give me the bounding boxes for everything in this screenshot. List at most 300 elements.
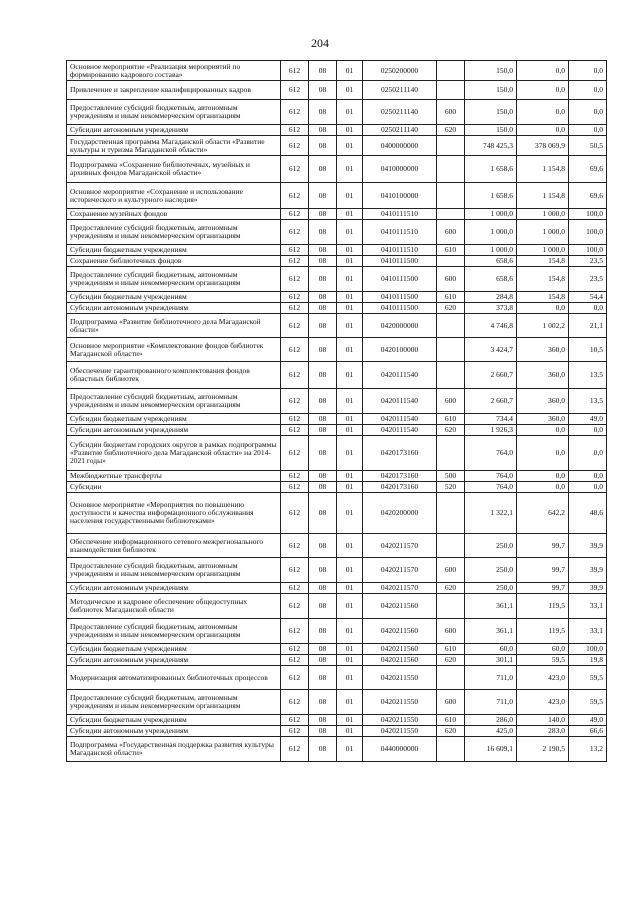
table-row <box>67 81 607 100</box>
row-subsection-code: 01 <box>337 156 363 183</box>
row-section-code: 08 <box>309 666 337 690</box>
row-execution-percent: 10,5 <box>569 338 607 362</box>
row-section-code: 08 <box>309 715 337 726</box>
row-planned-amount: 301,1 <box>465 655 517 666</box>
table-row <box>67 338 607 362</box>
row-executed-amount: 0,0 <box>517 471 569 482</box>
table-row <box>67 245 607 256</box>
row-subsection-code: 01 <box>337 183 363 209</box>
table-row <box>67 471 607 482</box>
row-expense-type: 600 <box>437 100 465 125</box>
row-executed-amount: 360,0 <box>517 362 569 389</box>
row-expense-type: 610 <box>437 245 465 256</box>
row-name: Методическое и кадровое обеспечение общедоступных библиотек Магаданской области <box>67 594 281 619</box>
row-subsection-code: 01 <box>337 389 363 414</box>
row-admin-code: 612 <box>281 314 309 338</box>
table-row <box>67 314 607 338</box>
table-row <box>67 136 607 156</box>
row-admin-code: 612 <box>281 292 309 303</box>
row-expense-type: 610 <box>437 644 465 655</box>
row-expense-type: 610 <box>437 414 465 425</box>
row-section-code: 08 <box>309 61 337 81</box>
row-name: Подпрограмма «Сохранение библиотечных, музейных и архивных фондов Магаданской области» <box>67 156 281 183</box>
row-expense-type: 500 <box>437 471 465 482</box>
table-row <box>67 209 607 220</box>
row-section-code: 08 <box>309 414 337 425</box>
row-section-code: 08 <box>309 362 337 389</box>
row-planned-amount: 250,0 <box>465 534 517 558</box>
row-target-article: 0420173160 <box>363 436 437 471</box>
row-executed-amount: 0,0 <box>517 482 569 493</box>
table-row <box>67 737 607 762</box>
row-name: Предоставление субсидий бюджетным, автономным учреждениям и иным некоммерческим организациям <box>67 389 281 414</box>
table-row <box>67 644 607 655</box>
row-section-code: 08 <box>309 644 337 655</box>
row-expense-type <box>437 436 465 471</box>
row-name: Предоставление субсидий бюджетным, автономным учреждениям и иным некоммерческим организациям <box>67 220 281 245</box>
table-row <box>67 619 607 644</box>
row-name: Субсидии автономным учреждениям <box>67 125 281 136</box>
row-planned-amount: 1 926,3 <box>465 425 517 436</box>
row-executed-amount: 154,8 <box>517 292 569 303</box>
row-subsection-code: 01 <box>337 583 363 594</box>
row-execution-percent: 54,4 <box>569 292 607 303</box>
row-executed-amount: 0,0 <box>517 303 569 314</box>
row-planned-amount: 150,0 <box>465 125 517 136</box>
row-execution-percent: 33,1 <box>569 594 607 619</box>
row-subsection-code: 01 <box>337 220 363 245</box>
table-row <box>67 534 607 558</box>
row-section-code: 08 <box>309 183 337 209</box>
row-planned-amount: 150,0 <box>465 61 517 81</box>
row-executed-amount: 99,7 <box>517 534 569 558</box>
row-execution-percent: 59,5 <box>569 690 607 715</box>
row-subsection-code: 01 <box>337 715 363 726</box>
row-section-code: 08 <box>309 534 337 558</box>
row-executed-amount: 1 154,8 <box>517 183 569 209</box>
row-execution-percent: 23,5 <box>569 256 607 267</box>
row-expense-type: 620 <box>437 726 465 737</box>
row-name: Субсидии автономным учреждениям <box>67 655 281 666</box>
row-expense-type <box>437 737 465 762</box>
row-executed-amount: 0,0 <box>517 436 569 471</box>
row-expense-type: 620 <box>437 583 465 594</box>
row-planned-amount: 658,6 <box>465 256 517 267</box>
row-section-code: 08 <box>309 100 337 125</box>
row-planned-amount: 284,8 <box>465 292 517 303</box>
table-row <box>67 726 607 737</box>
row-admin-code: 612 <box>281 267 309 292</box>
row-name: Субсидии бюджетным учреждениям <box>67 414 281 425</box>
row-subsection-code: 01 <box>337 267 363 292</box>
row-target-article: 0410111510 <box>363 245 437 256</box>
row-target-article: 0420111540 <box>363 389 437 414</box>
table-row <box>67 594 607 619</box>
row-executed-amount: 378 069,9 <box>517 136 569 156</box>
row-subsection-code: 01 <box>337 314 363 338</box>
row-admin-code: 612 <box>281 136 309 156</box>
row-name: Сохранение музейных фондов <box>67 209 281 220</box>
row-target-article: 0410111500 <box>363 292 437 303</box>
row-name: Субсидии бюджетным учреждениям <box>67 245 281 256</box>
row-admin-code: 612 <box>281 125 309 136</box>
row-subsection-code: 01 <box>337 362 363 389</box>
row-expense-type <box>437 156 465 183</box>
row-executed-amount: 0,0 <box>517 425 569 436</box>
row-execution-percent: 0,0 <box>569 436 607 471</box>
row-name: Обеспечение информационного сетевого межрегионального взаимодействия библиотек <box>67 534 281 558</box>
row-expense-type <box>437 61 465 81</box>
row-execution-percent: 0,0 <box>569 482 607 493</box>
table-row <box>67 292 607 303</box>
row-planned-amount: 748 425,3 <box>465 136 517 156</box>
row-executed-amount: 60,0 <box>517 644 569 655</box>
row-subsection-code: 01 <box>337 100 363 125</box>
row-subsection-code: 01 <box>337 245 363 256</box>
row-target-article: 0420211550 <box>363 715 437 726</box>
row-section-code: 08 <box>309 267 337 292</box>
row-admin-code: 612 <box>281 183 309 209</box>
row-admin-code: 612 <box>281 245 309 256</box>
row-admin-code: 612 <box>281 619 309 644</box>
row-admin-code: 612 <box>281 156 309 183</box>
table-row <box>67 655 607 666</box>
row-admin-code: 612 <box>281 209 309 220</box>
row-target-article: 0420211560 <box>363 644 437 655</box>
row-executed-amount: 99,7 <box>517 583 569 594</box>
row-name: Субсидии <box>67 482 281 493</box>
row-execution-percent: 0,0 <box>569 425 607 436</box>
row-executed-amount: 2 190,5 <box>517 737 569 762</box>
row-section-code: 08 <box>309 389 337 414</box>
row-target-article: 0420200000 <box>363 493 437 534</box>
table-row <box>67 220 607 245</box>
row-executed-amount: 59,5 <box>517 655 569 666</box>
row-subsection-code: 01 <box>337 338 363 362</box>
table-row <box>67 100 607 125</box>
row-subsection-code: 01 <box>337 655 363 666</box>
row-admin-code: 612 <box>281 644 309 655</box>
row-section-code: 08 <box>309 338 337 362</box>
row-executed-amount: 0,0 <box>517 81 569 100</box>
row-executed-amount: 360,0 <box>517 338 569 362</box>
row-admin-code: 612 <box>281 61 309 81</box>
row-section-code: 08 <box>309 209 337 220</box>
row-execution-percent: 0,0 <box>569 61 607 81</box>
row-expense-type: 600 <box>437 267 465 292</box>
row-target-article: 0420173160 <box>363 482 437 493</box>
row-planned-amount: 373,8 <box>465 303 517 314</box>
row-execution-percent: 0,0 <box>569 100 607 125</box>
row-executed-amount: 1 154,8 <box>517 156 569 183</box>
row-subsection-code: 01 <box>337 303 363 314</box>
row-execution-percent: 33,1 <box>569 619 607 644</box>
row-section-code: 08 <box>309 256 337 267</box>
row-name: Субсидии бюджетным учреждениям <box>67 292 281 303</box>
row-admin-code: 612 <box>281 690 309 715</box>
row-execution-percent: 13,5 <box>569 389 607 414</box>
row-section-code: 08 <box>309 245 337 256</box>
row-execution-percent: 69,6 <box>569 183 607 209</box>
row-planned-amount: 1 000,0 <box>465 220 517 245</box>
row-expense-type: 520 <box>437 482 465 493</box>
row-executed-amount: 1 002,2 <box>517 314 569 338</box>
row-subsection-code: 01 <box>337 644 363 655</box>
row-subsection-code: 01 <box>337 425 363 436</box>
row-expense-type <box>437 362 465 389</box>
row-admin-code: 612 <box>281 389 309 414</box>
row-expense-type <box>437 534 465 558</box>
table-row <box>67 267 607 292</box>
row-target-article: 0410111500 <box>363 256 437 267</box>
row-planned-amount: 764,0 <box>465 436 517 471</box>
row-target-article: 0410111500 <box>363 303 437 314</box>
row-expense-type <box>437 338 465 362</box>
row-subsection-code: 01 <box>337 690 363 715</box>
row-name: Субсидии бюджетным учреждениям <box>67 644 281 655</box>
row-section-code: 08 <box>309 125 337 136</box>
row-target-article: 0400000000 <box>363 136 437 156</box>
row-name: Привлечение и закрепление квалифицированных кадров <box>67 81 281 100</box>
row-planned-amount: 150,0 <box>465 81 517 100</box>
row-planned-amount: 4 746,8 <box>465 314 517 338</box>
row-target-article: 0410111500 <box>363 267 437 292</box>
row-execution-percent: 0,0 <box>569 471 607 482</box>
row-section-code: 08 <box>309 81 337 100</box>
table-row <box>67 389 607 414</box>
row-expense-type <box>437 209 465 220</box>
row-executed-amount: 119,5 <box>517 619 569 644</box>
row-admin-code: 612 <box>281 436 309 471</box>
row-target-article: 0420211560 <box>363 594 437 619</box>
row-admin-code: 612 <box>281 338 309 362</box>
row-target-article: 0420211560 <box>363 655 437 666</box>
table-row <box>67 156 607 183</box>
row-admin-code: 612 <box>281 414 309 425</box>
row-execution-percent: 100,0 <box>569 220 607 245</box>
row-section-code: 08 <box>309 156 337 183</box>
row-admin-code: 612 <box>281 558 309 583</box>
page-number: 204 <box>311 36 329 50</box>
table-row <box>67 425 607 436</box>
row-subsection-code: 01 <box>337 125 363 136</box>
row-target-article: 0420211550 <box>363 690 437 715</box>
row-target-article: 0250200000 <box>363 61 437 81</box>
row-expense-type <box>437 666 465 690</box>
row-admin-code: 612 <box>281 362 309 389</box>
table-row <box>67 303 607 314</box>
row-section-code: 08 <box>309 425 337 436</box>
row-planned-amount: 1 658,6 <box>465 156 517 183</box>
row-executed-amount: 1 000,0 <box>517 220 569 245</box>
row-execution-percent: 39,9 <box>569 558 607 583</box>
row-executed-amount: 423,0 <box>517 690 569 715</box>
row-execution-percent: 100,0 <box>569 644 607 655</box>
table-row <box>67 558 607 583</box>
row-name: Субсидии бюджетным учреждениям <box>67 715 281 726</box>
row-name: Подпрограмма «Развитие библиотечного дела Магаданской области» <box>67 314 281 338</box>
row-admin-code: 612 <box>281 583 309 594</box>
row-name: Субсидии автономным учреждениям <box>67 583 281 594</box>
row-name: Предоставление субсидий бюджетным, автономным учреждениям и иным некоммерческим организациям <box>67 690 281 715</box>
row-subsection-code: 01 <box>337 619 363 644</box>
row-subsection-code: 01 <box>337 436 363 471</box>
row-section-code: 08 <box>309 619 337 644</box>
row-name: Предоставление субсидий бюджетным, автономным учреждениям и иным некоммерческим организациям <box>67 100 281 125</box>
row-section-code: 08 <box>309 482 337 493</box>
row-name: Предоставление субсидий бюджетным, автономным учреждениям и иным некоммерческим организациям <box>67 619 281 644</box>
row-execution-percent: 0,0 <box>569 125 607 136</box>
row-expense-type: 600 <box>437 558 465 583</box>
row-planned-amount: 3 424,7 <box>465 338 517 362</box>
row-name: Основное мероприятие «Мероприятия по повышению доступности и качества информационного обслуживания населения государственными библиотеками» <box>67 493 281 534</box>
row-expense-type <box>437 314 465 338</box>
row-target-article: 0420211570 <box>363 558 437 583</box>
row-section-code: 08 <box>309 690 337 715</box>
row-admin-code: 612 <box>281 493 309 534</box>
row-executed-amount: 0,0 <box>517 125 569 136</box>
row-admin-code: 612 <box>281 220 309 245</box>
row-name: Предоставление субсидий бюджетным, автономным учреждениям и иным некоммерческим организациям <box>67 267 281 292</box>
row-expense-type: 620 <box>437 303 465 314</box>
row-expense-type <box>437 81 465 100</box>
row-planned-amount: 250,0 <box>465 583 517 594</box>
row-planned-amount: 2 660,7 <box>465 389 517 414</box>
row-execution-percent: 13,2 <box>569 737 607 762</box>
row-planned-amount: 16 609,1 <box>465 737 517 762</box>
row-section-code: 08 <box>309 436 337 471</box>
row-target-article: 0410111510 <box>363 209 437 220</box>
table-row <box>67 125 607 136</box>
row-planned-amount: 764,0 <box>465 482 517 493</box>
row-target-article: 0250211140 <box>363 81 437 100</box>
row-planned-amount: 658,6 <box>465 267 517 292</box>
row-expense-type <box>437 136 465 156</box>
budget-table <box>66 60 607 762</box>
row-section-code: 08 <box>309 136 337 156</box>
row-expense-type: 610 <box>437 715 465 726</box>
row-subsection-code: 01 <box>337 292 363 303</box>
row-executed-amount: 119,5 <box>517 594 569 619</box>
row-planned-amount: 286,0 <box>465 715 517 726</box>
table-row <box>67 256 607 267</box>
row-name: Сохранение библиотечных фондов <box>67 256 281 267</box>
row-subsection-code: 01 <box>337 558 363 583</box>
row-executed-amount: 283,0 <box>517 726 569 737</box>
row-section-code: 08 <box>309 655 337 666</box>
row-target-article: 0420211550 <box>363 726 437 737</box>
table-row <box>67 715 607 726</box>
row-name: Основное мероприятие «Сохранение и использование исторического и культурного наследия» <box>67 183 281 209</box>
row-target-article: 0420111540 <box>363 362 437 389</box>
table-row <box>67 690 607 715</box>
row-planned-amount: 425,0 <box>465 726 517 737</box>
row-admin-code: 612 <box>281 666 309 690</box>
row-executed-amount: 642,2 <box>517 493 569 534</box>
row-admin-code: 612 <box>281 594 309 619</box>
row-subsection-code: 01 <box>337 471 363 482</box>
row-planned-amount: 711,0 <box>465 690 517 715</box>
row-planned-amount: 150,0 <box>465 100 517 125</box>
row-subsection-code: 01 <box>337 209 363 220</box>
row-admin-code: 612 <box>281 100 309 125</box>
row-planned-amount: 734,4 <box>465 414 517 425</box>
row-section-code: 08 <box>309 471 337 482</box>
row-subsection-code: 01 <box>337 594 363 619</box>
table-row <box>67 436 607 471</box>
row-admin-code: 612 <box>281 471 309 482</box>
row-target-article: 0410000000 <box>363 156 437 183</box>
row-admin-code: 612 <box>281 726 309 737</box>
row-name: Основное мероприятие «Комплектование фондов библиотек Магаданской области» <box>67 338 281 362</box>
row-execution-percent: 48,6 <box>569 493 607 534</box>
row-expense-type: 600 <box>437 619 465 644</box>
row-section-code: 08 <box>309 726 337 737</box>
row-admin-code: 612 <box>281 715 309 726</box>
row-admin-code: 612 <box>281 303 309 314</box>
table-row <box>67 666 607 690</box>
table-row <box>67 493 607 534</box>
row-section-code: 08 <box>309 314 337 338</box>
row-name: Субсидии автономным учреждениям <box>67 425 281 436</box>
row-subsection-code: 01 <box>337 482 363 493</box>
row-expense-type: 600 <box>437 389 465 414</box>
row-execution-percent: 59,5 <box>569 666 607 690</box>
row-target-article: 0420173160 <box>363 471 437 482</box>
row-expense-type: 620 <box>437 125 465 136</box>
row-name: Субсидии автономным учреждениям <box>67 726 281 737</box>
row-admin-code: 612 <box>281 425 309 436</box>
row-execution-percent: 50,5 <box>569 136 607 156</box>
row-section-code: 08 <box>309 594 337 619</box>
row-planned-amount: 2 660,7 <box>465 362 517 389</box>
row-name: Подпрограмма «Государственная поддержка развития культуры Магаданской области» <box>67 737 281 762</box>
row-planned-amount: 1 322,1 <box>465 493 517 534</box>
row-execution-percent: 100,0 <box>569 245 607 256</box>
row-expense-type <box>437 594 465 619</box>
table-row <box>67 362 607 389</box>
table-row <box>67 61 607 81</box>
row-planned-amount: 361,1 <box>465 594 517 619</box>
row-expense-type: 600 <box>437 220 465 245</box>
row-subsection-code: 01 <box>337 414 363 425</box>
row-execution-percent: 21,1 <box>569 314 607 338</box>
row-subsection-code: 01 <box>337 81 363 100</box>
row-target-article: 0420211570 <box>363 583 437 594</box>
row-target-article: 0420000000 <box>363 314 437 338</box>
row-execution-percent: 49,0 <box>569 414 607 425</box>
row-admin-code: 612 <box>281 655 309 666</box>
row-target-article: 0250211140 <box>363 100 437 125</box>
row-execution-percent: 0,0 <box>569 303 607 314</box>
row-section-code: 08 <box>309 558 337 583</box>
row-subsection-code: 01 <box>337 136 363 156</box>
row-subsection-code: 01 <box>337 534 363 558</box>
row-planned-amount: 361,1 <box>465 619 517 644</box>
row-executed-amount: 1 000,0 <box>517 209 569 220</box>
row-executed-amount: 423,0 <box>517 666 569 690</box>
row-section-code: 08 <box>309 303 337 314</box>
row-execution-percent: 39,9 <box>569 534 607 558</box>
row-admin-code: 612 <box>281 534 309 558</box>
row-name: Субсидии автономным учреждениям <box>67 303 281 314</box>
row-execution-percent: 39,9 <box>569 583 607 594</box>
row-executed-amount: 154,8 <box>517 256 569 267</box>
row-subsection-code: 01 <box>337 256 363 267</box>
row-executed-amount: 0,0 <box>517 61 569 81</box>
row-executed-amount: 360,0 <box>517 414 569 425</box>
row-subsection-code: 01 <box>337 737 363 762</box>
